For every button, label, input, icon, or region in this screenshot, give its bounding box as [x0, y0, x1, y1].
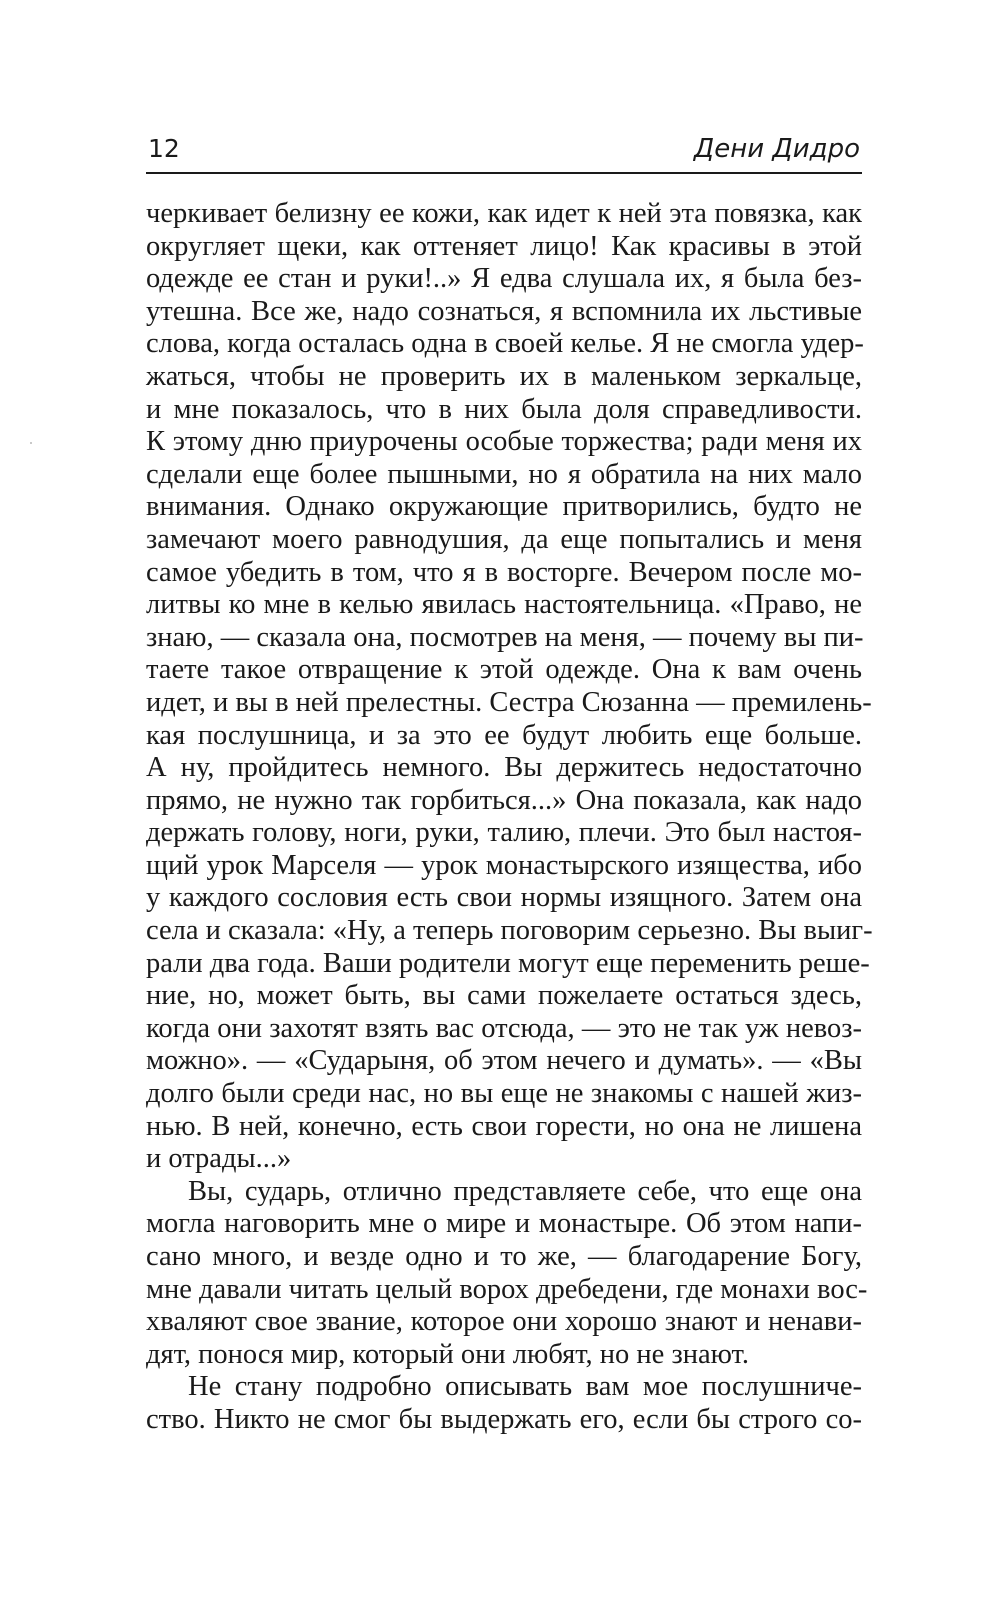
body-text	[146, 198, 873, 1437]
text-line: нью. В ней, конечно, есть свои горести, но она не лишена	[146, 1110, 862, 1142]
text-line: таете такое отвращение к этой одежде. Она к вам очень	[146, 654, 862, 686]
text-line: и мне показалось, что в них была доля справедливости.	[146, 393, 862, 425]
text-line: знаю, — сказала она, посмотрев на меня, — почему вы пи-	[146, 621, 864, 653]
text-line: у каждого сословия есть свои нормы изящного. Затем она	[146, 882, 862, 914]
paragraph	[146, 1371, 862, 1436]
text-line: слова, когда осталась одна в своей келье. Я не смогла удер-	[146, 328, 864, 360]
text-line: Вы, сударь, отлично представляете себе, что еще она	[188, 1175, 862, 1207]
text-line: когда они захотят взять вас отсюда, — это не так уж невоз-	[146, 1012, 862, 1044]
text-line: долго были среди нас, но вы еще не знакомы с нашей жиз-	[146, 1078, 862, 1110]
text-line: могла наговорить мне о мире и монастыре. Об этом напи-	[146, 1208, 862, 1240]
text-line: округляет щеки, как оттеняет лицо! Как красивы в этой	[146, 230, 862, 262]
running-title: Дени Дидро	[693, 134, 860, 164]
text-line: ние, но, может быть, вы сами пожелаете остаться здесь,	[146, 980, 862, 1012]
text-line: черкивает белизну ее кожи, как идет к ней эта повязка, как	[146, 198, 862, 229]
text-line: ство. Никто не смог бы выдержать его, если бы строго со-	[146, 1403, 862, 1435]
text-line: внимания. Однако окружающие притворились, будто не	[146, 491, 862, 523]
text-line: сделали еще более пышными, но я обратила на них мало	[146, 458, 862, 490]
scan-speck	[30, 442, 32, 444]
text-line: одежде ее стан и руки!..» Я едва слушала их, я была без-	[146, 263, 862, 295]
text-line: села и сказала: «Ну, а теперь поговорим серьезно. Вы выиг-	[146, 915, 873, 947]
text-line: и отрады...»	[146, 1143, 292, 1175]
paragraph	[146, 198, 873, 1176]
page-header	[146, 132, 862, 174]
text-line: самое убедить в том, что я в восторге. Вечером после мо-	[146, 556, 862, 588]
text-line: рали два года. Ваши родители могут еще переменить реше-	[146, 947, 870, 979]
text-line: К этому дню приурочены особые торжества; ради меня их	[146, 426, 862, 458]
text-line: сано много, и везде одно и то же, — благодарение Богу,	[146, 1241, 862, 1272]
text-line: держать голову, ноги, руки, талию, плечи. Это был настоя-	[146, 817, 862, 849]
text-line: замечают моего равнодушия, да еще попытались и меня	[146, 523, 862, 555]
paragraph	[146, 1175, 868, 1372]
text-line: идет, и вы в ней прелестны. Сестра Сюзанна — премилень-	[146, 686, 872, 718]
text-line: хваляют свое звание, которое они хорошо знают и ненави-	[146, 1306, 862, 1338]
text-line: можно». — «Сударыня, об этом нечего и думать». — «Вы	[146, 1045, 862, 1077]
text-line: литвы ко мне в келью явилась настоятельница. «Право, не	[146, 589, 862, 621]
text-line: щий урок Марселя — урок монастырского изящества, ибо	[146, 849, 862, 881]
page-number: 12	[148, 134, 180, 163]
text-line: утешна. Все же, надо сознаться, я вспомнила их льстивые	[146, 295, 862, 327]
text-line: жаться, чтобы не проверить их в маленьком зеркальце,	[146, 360, 862, 392]
text-line: прямо, не нужно так горбиться...» Она показала, как надо	[146, 784, 862, 816]
text-line: А ну, пройдитесь немного. Вы держитесь недостаточно	[146, 752, 862, 784]
text-line: мне давали читать целый ворох дребедени, где монахи вос-	[146, 1273, 868, 1305]
text-line: Не стану подробно описывать вам мое послушниче-	[188, 1371, 862, 1403]
text-line: дят, понося мир, который они любят, но не знают.	[146, 1338, 749, 1370]
text-line: кая послушница, и за это ее будут любить еще больше.	[146, 719, 862, 751]
